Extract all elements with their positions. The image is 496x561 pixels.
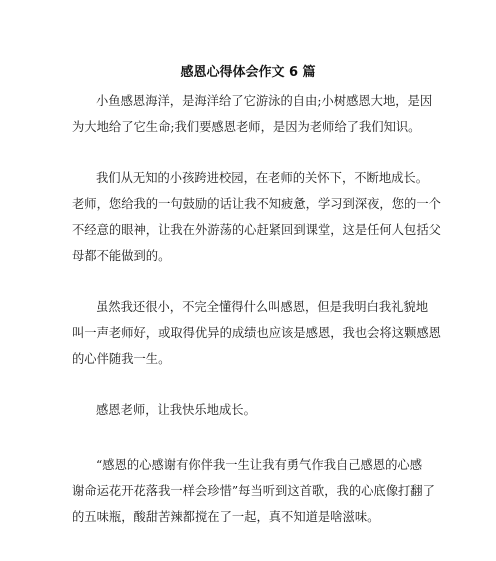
paragraph-line: 的五味瓶，酸甜苦辣都搅在了一起，真不知道是啥滋味。 xyxy=(72,510,380,524)
paragraph-line: 不经意的眼神，让我在外游荡的心赶紧回到课堂，这是任何人包括父 xyxy=(72,223,441,237)
paragraph-line: 老师，您给我的一句鼓励的话让我不知疲惫，学习到深夜，您的一个 xyxy=(72,197,441,211)
paragraph-line: 虽然我还很小，不完全懂得什么叫感恩，但是我明白我礼貌地 xyxy=(96,300,429,314)
paragraph-line: 叫一声老师好，或取得优异的成绩也应该是感恩，我也会将这颗感恩 xyxy=(72,326,441,340)
paragraph-3 xyxy=(72,294,441,372)
paragraph-2 xyxy=(72,165,441,269)
paragraph-line: 谢命运花开花落我一样会珍惜”每当听到这首歌，我的心底像打翻了 xyxy=(72,484,435,498)
paragraph-line: 的心伴随我一生。 xyxy=(72,352,171,366)
paragraph-line: 感恩老师，让我快乐地成长。 xyxy=(96,403,256,417)
document-title: 感恩心得体会作文 6 篇 xyxy=(180,65,316,80)
paragraph-line: 为大地给了它生命;我们要感恩老师，是因为老师给了我们知识。 xyxy=(72,120,421,134)
paragraph-line: 小鱼感恩海洋，是海洋给了它游泳的自由;小树感恩大地，是因 xyxy=(96,94,433,108)
paragraph-5 xyxy=(72,452,435,530)
paragraph-line: 母都不能做到的。 xyxy=(72,249,171,263)
paragraph-line: “感恩的心感谢有你伴我一生让我有勇气作我自己感恩的心感 xyxy=(96,458,423,472)
paragraph-4 xyxy=(72,397,428,423)
paragraph-1 xyxy=(72,88,433,140)
paragraph-line: 我们从无知的小孩跨进校园，在老师的关怀下，不断地成长。 xyxy=(96,171,429,185)
